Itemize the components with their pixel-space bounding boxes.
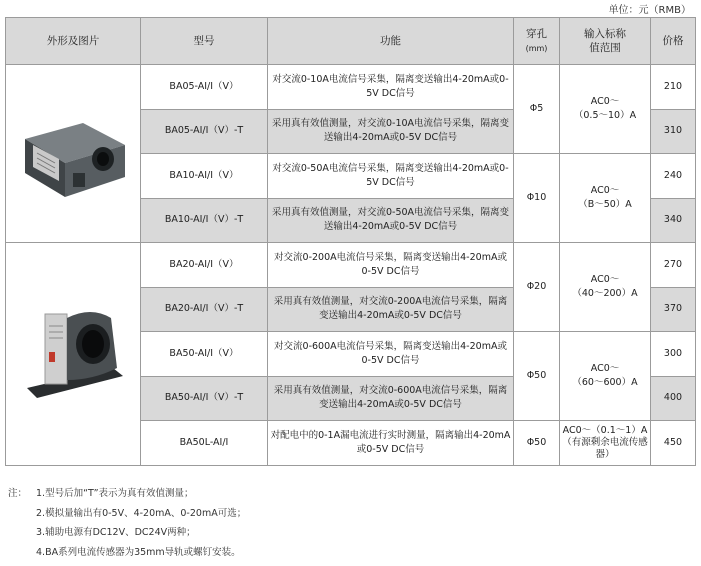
table-row [6,65,696,110]
notes-section [8,484,246,562]
model-cell: BA10-AI/I（V） [141,154,268,199]
price-cell: 370 [651,287,696,332]
notes-label: 注： [8,488,28,499]
hole-cell: Φ50 [514,332,560,421]
model-cell: BA20-AI/I（V） [141,243,268,288]
price-cell: 450 [651,421,696,466]
image-cell-large [6,243,141,466]
price-cell: 400 [651,376,696,421]
range-cell: AC0～ （40～200）A [560,243,651,332]
header-price: 价格 [651,18,696,65]
function-cell: 采用真有效值测量，对交流0-600A电流信号采集，隔离变送输出4-20mA或0-5V DC信号 [268,376,514,421]
sensor-large-image [13,296,133,411]
header-function: 功能 [268,18,514,65]
sensor-small-image [13,101,133,206]
model-cell: BA20-AI/I（V）-T [141,287,268,332]
note-item: 注： 1.型号后加“T”表示为真有效值测量； [8,484,246,504]
hole-cell: Φ5 [514,65,560,154]
model-cell: BA10-AI/I（V）-T [141,198,268,243]
model-cell: BA05-AI/I（V）-T [141,109,268,154]
unit-label: 单位：元（RMB） [608,5,691,16]
function-cell: 采用真有效值测量，对交流0-200A电流信号采集，隔离变送输出4-20mA或0-5V DC信号 [268,287,514,332]
note-item: 4.BA系列电流传感器为35mm导轨或螺钉安装。 [36,546,241,558]
range-cell: AC0～ （B～50）A [560,154,651,243]
note-item: 2.模拟量输出有0-5V、4-20mA、0-20mA可选； [36,507,247,519]
model-cell: BA05-AI/I（V） [141,65,268,110]
hole-cell: Φ10 [514,154,560,243]
hole-cell: Φ50 [514,421,560,466]
price-cell: 310 [651,109,696,154]
range-cell: AC0～ （60～600）A [560,332,651,421]
header-image: 外形及图片 [6,18,141,65]
price-table [5,17,696,466]
model-cell: BA50L-AI/I [141,421,268,466]
function-cell: 对配电中的0-1A漏电流进行实时测量，隔离输出4-20mA或0-5V DC信号 [268,421,514,466]
table-row [6,243,696,288]
range-cell: AC0～ （0.5～10）A [560,65,651,154]
model-cell: BA50-AI/I（V） [141,332,268,377]
image-cell-small [6,65,141,243]
function-cell: 对交流0-200A电流信号采集，隔离变送输出4-20mA或0-5V DC信号 [268,243,514,288]
header-row [6,18,696,65]
function-cell: 采用真有效值测量，对交流0-50A电流信号采集，隔离变送输出4-20mA或0-5V DC信号 [268,198,514,243]
header-model: 型号 [141,18,268,65]
header-range: 输入标称 值范围 [560,18,651,65]
function-cell: 对交流0-600A电流信号采集，隔离变送输出4-20mA或0-5V DC信号 [268,332,514,377]
price-cell: 240 [651,154,696,199]
header-hole: 穿孔 (mm) [514,18,560,65]
price-cell: 270 [651,243,696,288]
range-cell: AC0～（0.1～1）A （有源剩余电流传感器） [560,421,651,466]
price-cell: 210 [651,65,696,110]
model-cell: BA50-AI/I（V）-T [141,376,268,421]
function-cell: 对交流0-10A电流信号采集，隔离变送输出4-20mA或0-5V DC信号 [268,65,514,110]
function-cell: 对交流0-50A电流信号采集，隔离变送输出4-20mA或0-5V DC信号 [268,154,514,199]
note-item: 3.辅助电源有DC12V、DC24V两种； [36,527,196,538]
function-cell: 采用真有效值测量，对交流0-10A电流信号采集，隔离变送输出4-20mA或0-5V DC信号 [268,109,514,154]
hole-cell: Φ20 [514,243,560,332]
price-cell: 340 [651,198,696,243]
price-cell: 300 [651,332,696,377]
